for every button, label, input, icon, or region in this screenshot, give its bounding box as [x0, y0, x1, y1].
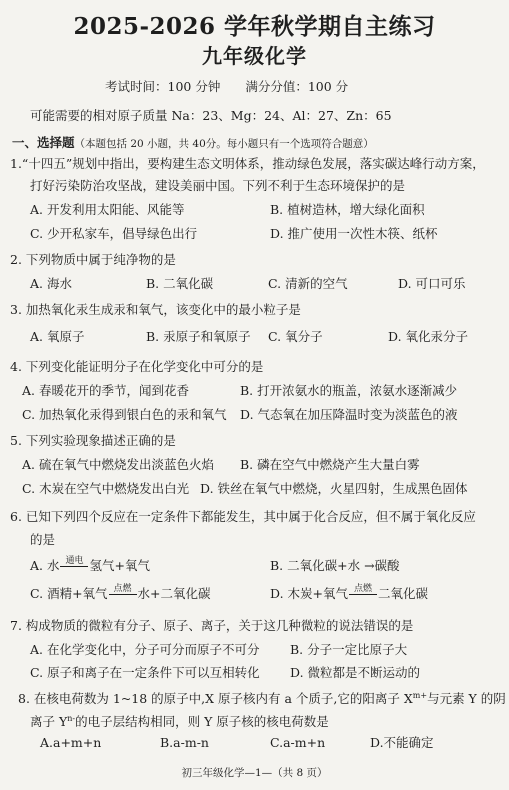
q7-option-d: D. 微粒都是不断运动的 [290, 665, 421, 680]
q3-option-c: C. 氧分子 [268, 329, 323, 344]
q1-option-c: C. 少开私家车，倡导绿色出行 [30, 226, 198, 241]
q8-line2-post: 的电子层结构相同，则 Y 原子核的核电荷数是 [75, 714, 329, 730]
q5-option-a: A. 硫在氧气中燃烧发出淡蓝色火焰 [22, 457, 214, 472]
q6-option-b: B. 二氧化碳+水 →碳酸 [270, 558, 400, 573]
q1-option-a: A. 开发利用太阳能、风能等 [30, 202, 185, 217]
q5-option-c: C. 木炭在空气中燃烧发出白光 [22, 481, 190, 496]
q2-option-c: C. 清新的空气 [268, 276, 348, 291]
q5-option-d: D. 铁丝在氧气中燃烧，火星四射，生成黑色固体 [200, 481, 468, 496]
q1-option-b: B. 植树造林，增大绿化面积 [270, 202, 425, 217]
q7-option-c: C. 原子和离子在一定条件下可以互相转化 [30, 665, 260, 680]
q6-d-reactant: D. 木炭+氧气 [270, 586, 348, 601]
q8-line1-text: 8. 在核电荷数为 1~18 的原子中,X 原子核内有 a 个质子,它的阳离子 X [18, 691, 413, 707]
q4-option-b: B. 打开浓氨水的瓶盖，浓氨水逐渐减少 [240, 383, 458, 398]
q6-a-product: 氢气+氧气 [89, 558, 150, 573]
q2-option-a: A. 海水 [30, 276, 72, 291]
section-heading [12, 135, 374, 152]
q1-stem-line2: 打好污染防治攻坚战，建设美丽中国。下列不利于生态环境保护的是 [30, 178, 406, 193]
q6-c-reactant: C. 酒精+氧气 [30, 586, 108, 601]
q8-line2-pre: 离子 Y [30, 714, 68, 730]
q6-option-d [270, 586, 428, 601]
q7-stem: 7. 构成物质的微粒有分子、原子、离子，关于这几种微粒的说法错误的是 [10, 618, 414, 633]
exam-subtitle: 九年级化学 [202, 44, 307, 68]
exam-title: 2025-2026 学年秋学期自主练习 [73, 13, 436, 40]
q7-option-b: B. 分子一定比原子大 [290, 642, 408, 657]
q8-stem-line2 [30, 711, 329, 729]
q6-stem-line1: 6. 已知下列四个反应在一定条件下都能发生，其中属于化合反应，但不属于氧化反应 [10, 509, 476, 524]
q2-stem: 2. 下列物质中属于纯净物的是 [10, 252, 176, 267]
q8-stem-line1 [18, 688, 506, 706]
exam-info: 考试时间：100 分钟 满分分值：100 分 [105, 79, 349, 94]
atomic-mass-note: 可能需要的相对原子质量 Na：23、Mg：24、Al：27、Zn：65 [30, 108, 392, 123]
q2-option-d: D. 可口可乐 [398, 276, 466, 291]
q4-option-a: A. 春暖花开的季节，闻到花香 [22, 383, 189, 398]
q6-c-condition: 点燃 [113, 584, 132, 594]
q8-option-c: C.a-m+n [270, 735, 326, 750]
q1-stem-line1: 1.“十四五”规划中指出，要构建生态文明体系，推动绿色发展，落实碳达峰行动方案， [10, 156, 485, 171]
section-note: （本题包括 20 小题，共 40分。每小题只有一个选项符合题意） [74, 138, 374, 150]
reaction-arrow-icon [109, 584, 137, 595]
q2-option-b: B. 二氧化碳 [146, 276, 214, 291]
q8-option-a: A.a+m+n [40, 735, 102, 750]
reaction-arrow-icon [349, 584, 377, 595]
q6-c-product: 水+二氧化碳 [137, 586, 211, 601]
q6-a-reactant: A. 水 [30, 558, 60, 573]
q6-option-a [30, 558, 150, 573]
q8-line1-tail: 与元素 Y 的阴 [427, 691, 506, 707]
q8-anion-charge: n- [67, 714, 76, 723]
q5-stem: 5. 下列实验现象描述正确的是 [10, 433, 176, 448]
q4-option-d: D. 气态氧在加压降温时变为淡蓝色的液 [240, 407, 458, 422]
q6-stem-line2: 的是 [30, 532, 56, 547]
q7-option-a: A. 在化学变化中，分子可分而原子不可分 [30, 642, 260, 657]
q6-a-condition: 通电 [65, 556, 84, 566]
q4-stem: 4. 下列变化能证明分子在化学变化中可分的是 [10, 359, 264, 374]
q8-cation-charge: m+ [412, 691, 428, 700]
q3-stem: 3. 加热氧化汞生成汞和氧气，该变化中的最小粒子是 [10, 302, 301, 317]
q8-option-b: B.a-m-n [160, 735, 209, 750]
q6-option-c [30, 586, 211, 601]
q6-d-product: 二氧化碳 [378, 586, 429, 601]
q5-option-b: B. 磷在空气中燃烧产生大量白雾 [240, 457, 420, 472]
q1-option-d: D. 推广使用一次性木筷、纸杯 [270, 226, 438, 241]
q8-option-d: D.不能确定 [370, 735, 434, 750]
reaction-arrow-icon [60, 556, 88, 567]
q6-d-condition: 点燃 [353, 584, 372, 594]
q3-option-b: B. 汞原子和氧原子 [146, 329, 251, 344]
q3-option-d: D. 氧化汞分子 [388, 329, 469, 344]
q4-option-c: C. 加热氧化汞得到银白色的汞和氧气 [22, 407, 227, 422]
q3-option-a: A. 氧原子 [30, 329, 85, 344]
page-footer: 初三年级化学—1—（共 8 页） [181, 767, 328, 779]
section-title: 一、选择题 [12, 135, 75, 150]
